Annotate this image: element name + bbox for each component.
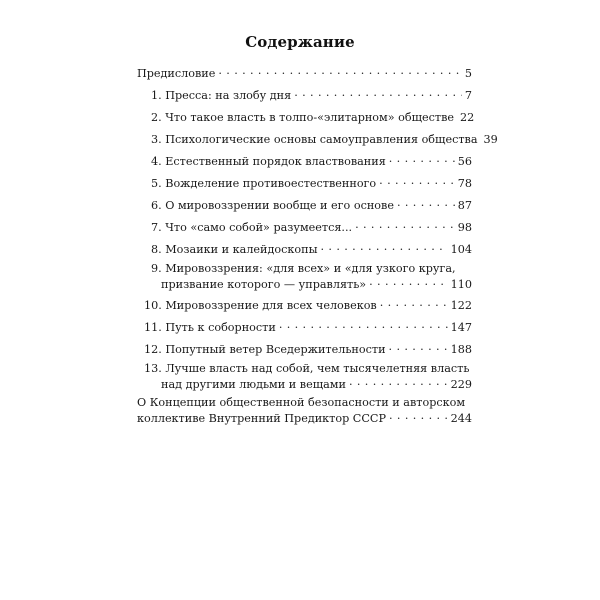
toc-page-number: 87	[457, 199, 472, 212]
toc-entry-title-line: 9. Мировоззрения: «для всех» и «для узкого круга,	[151, 262, 456, 275]
toc-entry-title-line: О Концепции общественной безопасности и авторском	[137, 396, 466, 409]
dot-leader	[369, 275, 448, 288]
toc-entry-title-continuation: над другими людьми и вещами	[161, 378, 346, 391]
dot-leader	[389, 340, 448, 353]
toc-entry[interactable]	[137, 130, 498, 146]
toc-entry-title: 1. Пресса: на злобу дня	[151, 89, 292, 102]
toc-entry-title: 11. Путь к соборности	[144, 321, 276, 334]
dot-leader	[389, 409, 448, 422]
toc-page-number: 229	[450, 378, 472, 391]
dot-leader	[380, 296, 448, 309]
toc-entry-title-line: 13. Лучше власть над собой, чем тысячелетняя власть	[144, 362, 470, 375]
toc-entry-title: 2. Что такое власть в толпо-«элитарном» обществе	[151, 111, 455, 124]
toc-page-number: 56	[457, 155, 472, 168]
toc-entry-title-continuation: коллективе Внутренний Предиктор СССР	[137, 412, 387, 425]
toc-page-number: 39	[483, 133, 498, 146]
toc-entry-title: 3. Психологические основы самоуправления общества	[151, 133, 478, 146]
dot-leader	[355, 218, 455, 231]
toc-page-number: 78	[457, 177, 472, 190]
dot-leader	[279, 318, 448, 331]
toc-entry[interactable]	[137, 108, 475, 124]
toc-entry-title: 4. Естественный порядок властвования	[151, 155, 386, 168]
dot-leader	[321, 240, 448, 253]
toc-page-number: 98	[457, 221, 472, 234]
toc-entry[interactable]	[137, 196, 472, 212]
toc-entry-title: 12. Попутный ветер Вседержительности	[144, 343, 386, 356]
toc-entry-title: 6. О мировоззрении вообще и его основе	[151, 199, 394, 212]
toc-entry[interactable]	[137, 262, 472, 291]
dot-leader	[218, 64, 462, 77]
toc-page-number: 244	[450, 412, 472, 425]
toc-entry[interactable]	[137, 152, 472, 168]
toc-page-number: 22	[460, 111, 475, 124]
toc-entry[interactable]	[144, 362, 472, 391]
dot-leader	[294, 86, 462, 99]
toc-entry-title-continuation: призвание которого — управлять»	[161, 278, 367, 291]
toc-entry-title: 10. Мировоззрение для всех человеков	[144, 299, 377, 312]
toc-entry-title: Предисловие	[137, 67, 216, 80]
toc-page-number: 110	[450, 278, 472, 291]
toc-page-number: 7	[464, 89, 472, 102]
toc-entry-title: 7. Что «само собой» разумеется...	[151, 221, 353, 234]
toc-entry[interactable]	[137, 86, 472, 102]
page-title: Содержание	[245, 33, 355, 51]
toc-entry[interactable]	[137, 174, 472, 190]
toc-entry[interactable]	[144, 318, 472, 334]
toc-entry[interactable]	[144, 296, 472, 312]
toc-entry[interactable]	[137, 240, 472, 256]
toc-entry[interactable]	[137, 64, 472, 80]
dot-leader	[389, 152, 455, 165]
toc-page-number: 122	[450, 299, 472, 312]
dot-leader	[397, 196, 455, 209]
toc-page-number: 147	[450, 321, 472, 334]
dot-leader	[349, 375, 448, 388]
toc-entry[interactable]	[137, 396, 472, 425]
dot-leader	[379, 174, 455, 187]
toc-page-number: 5	[464, 67, 472, 80]
toc-entry-title: 8. Мозаики и калейдоскопы	[151, 243, 318, 256]
toc-entry-title: 5. Вожделение противоестественного	[151, 177, 377, 190]
toc-page-number: 104	[450, 243, 472, 256]
toc-entry[interactable]	[137, 218, 472, 234]
toc-page-number: 188	[450, 343, 472, 356]
toc-entry[interactable]	[144, 340, 472, 356]
